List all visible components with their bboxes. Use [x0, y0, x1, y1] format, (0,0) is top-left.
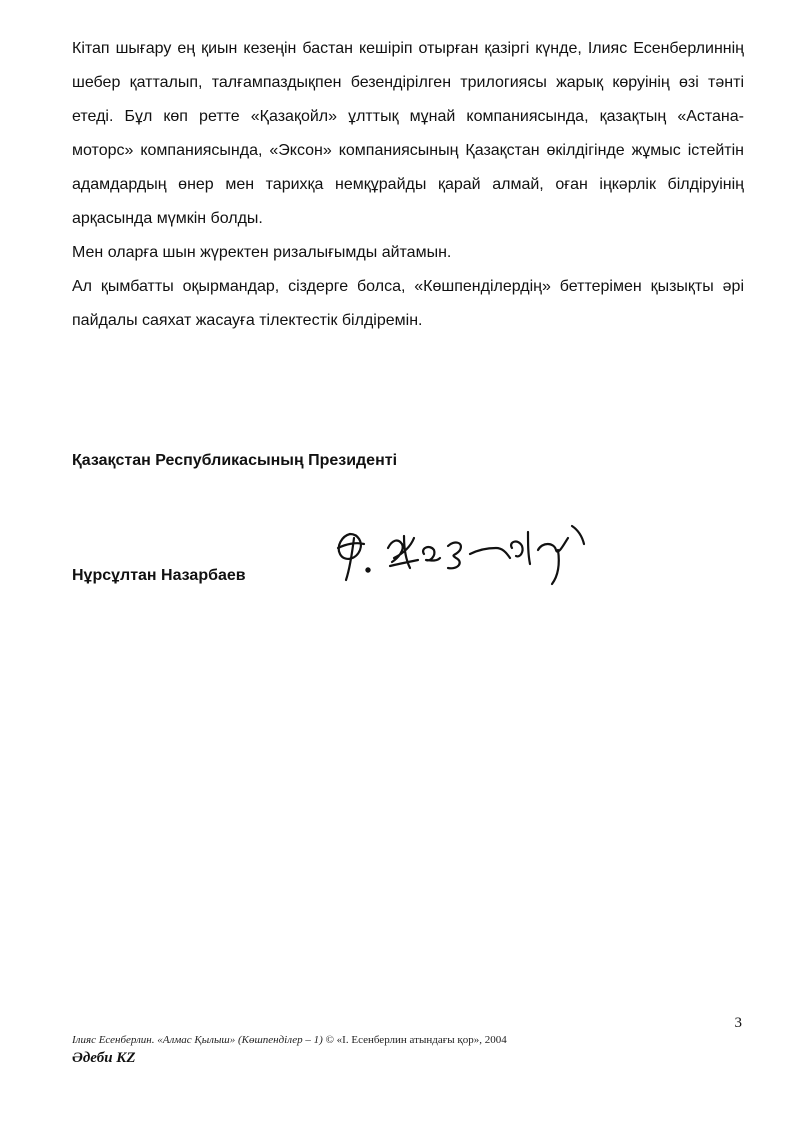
paragraph-2: Мен оларға шын жүректен ризалығымды айтамын.	[72, 244, 452, 261]
footer-book-title: Ілияс Есенберлин. «Алмас Қылыш» (Көшпенділер – 1)	[72, 1034, 323, 1046]
signatory-name: Нұрсұлтан Назарбаев	[72, 567, 246, 584]
footer-copyright: © «І. Есенберлин атындағы қор», 2004	[322, 1034, 507, 1046]
letter-body	[72, 32, 744, 338]
handwritten-signature	[332, 514, 594, 590]
page-number: 3	[734, 1015, 742, 1031]
footer-brand: Әдеби KZ	[72, 1050, 136, 1066]
footer-citation	[72, 1034, 732, 1046]
paragraph-1: Кітап шығару ең қиын кезеңін бастан кешіріп отырған қазіргі күнде, Ілияс Есенберлиннің шебер қатталып, талғампаздықпен безендірілген трилогиясы жарық көруінің өзі тәнті етеді. Бұл көп ретте «Қазақойл» ұлттық мұнай компаниясында, қазақтың «Астана-моторс» компаниясында, «Эксон» компаниясының Қазақстан өкілдігінде жұмыс істейтін адамдардың өнер мен тарихқа немқұрайды қарай алмай, оған іңкәрлік білдіруінің арқасында мүмкін болды.	[72, 40, 744, 227]
paragraph-3: Ал қымбатты оқырмандар, сіздерге болса, «Көшпенділердің» беттерімен қызықты әрі пайдалы саяхат жасауға тілектестік білдіремін.	[72, 278, 744, 329]
signatory-title: Қазақстан Республикасының Президенті	[72, 452, 398, 469]
